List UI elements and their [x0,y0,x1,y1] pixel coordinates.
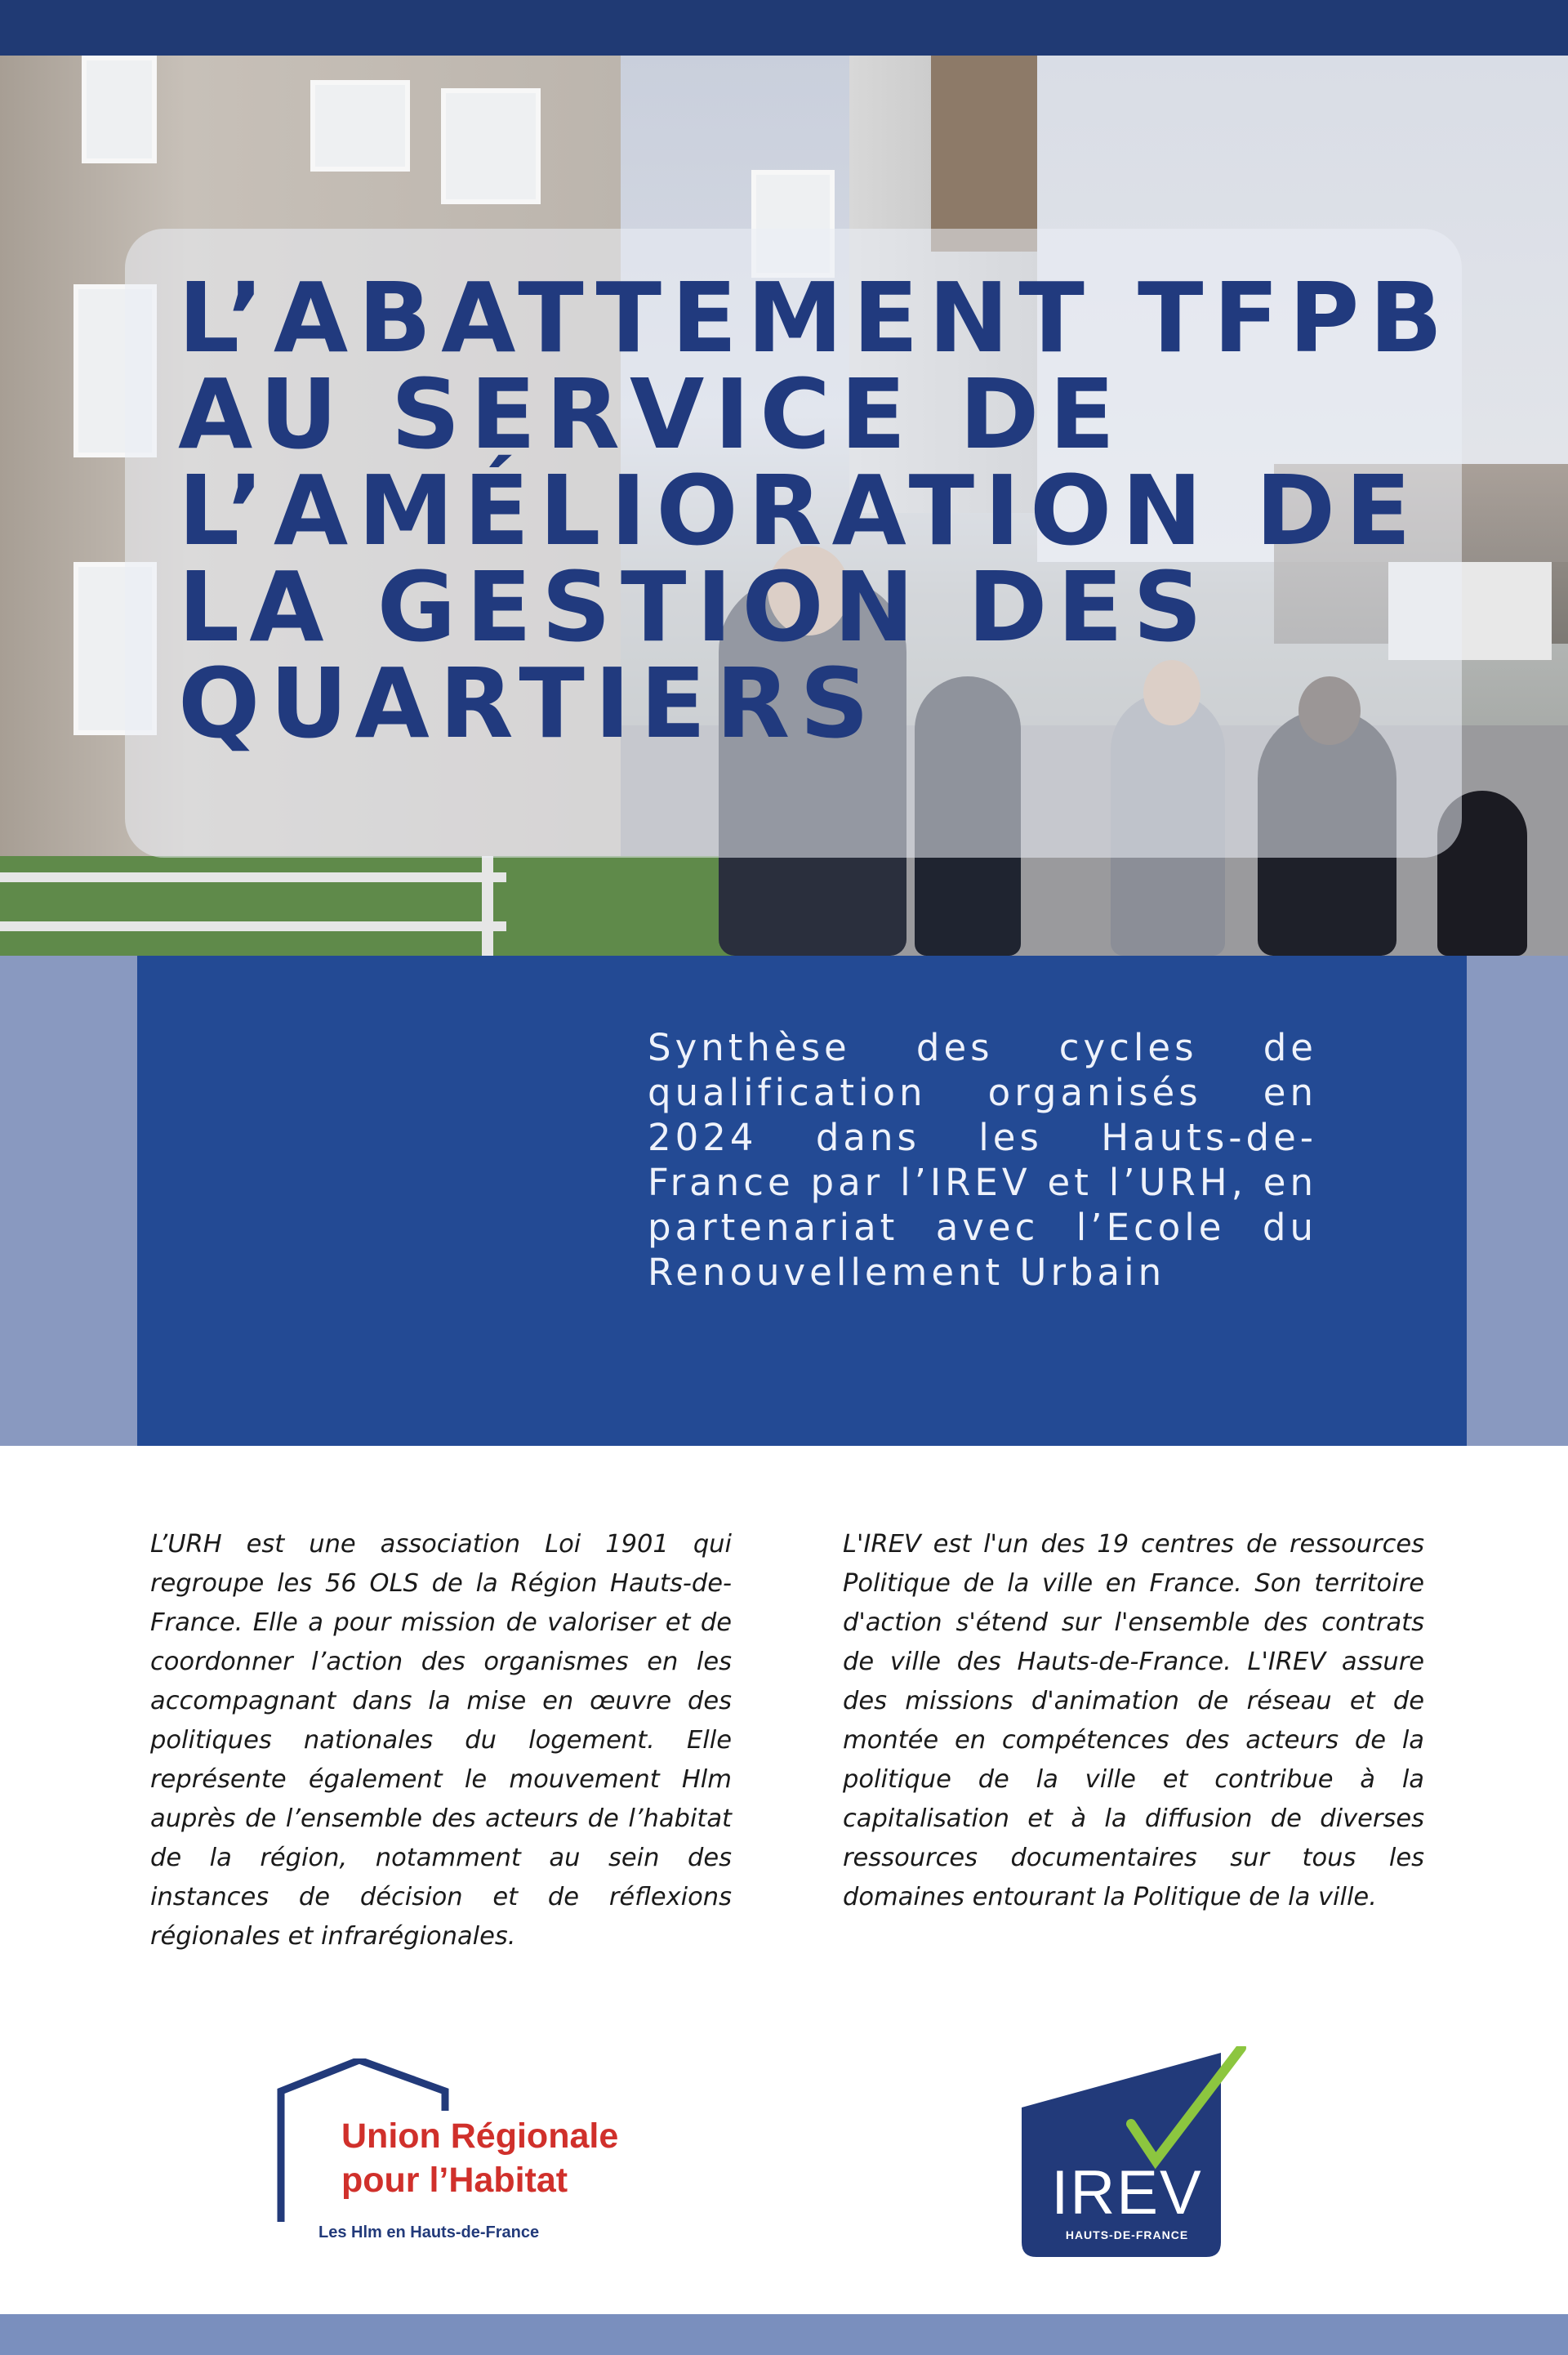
urh-logo-name [341,2114,618,2202]
window [82,56,157,163]
top-color-bar [0,0,1568,56]
urh-logo-line1: Union Régionale [341,2116,619,2156]
summary-text: Synthèse des cycles de qualification organisés en 2024 dans les Hauts-de-France par l’IREV et l’URH, en partenariat avec l’Ecole du Renouvellement Urbain [648,1026,1317,1294]
railing [0,921,506,931]
grass [0,856,735,956]
urh-description: L’URH est une association Loi 1901 qui regroupe les 56 OLS de la Région Hauts-de-France. Elle a pour mission de valoriser et de coordonner l’action des organismes en les accompagnant dans la mise en œuvre des politiques nationales du logement. Elle représente également le mouvement Hlm auprès de l’ensemble des acteurs de l’habitat de la région, notamment au sein des instances de décision et de réflexions régionales et infrarégionales. [150,1530,732,1951]
summary-band-fade [137,956,546,1446]
page-title: L’ABATTEMENT TFPB AU SERVICE DE L’AMÉLIORATION DE LA GESTION DES QUARTIERS [178,261,1453,760]
irev-logo-name: IREV [1051,2158,1203,2228]
window [441,88,541,204]
railing [0,872,506,882]
window [310,80,410,172]
railing-post [482,856,493,956]
background-building-balconies [931,56,1037,252]
urh-logo-tagline: Les Hlm en Hauts-de-France [318,2223,540,2241]
bottom-color-bar [0,2314,1568,2355]
urh-logo-line2: pour l’Habitat [341,2161,568,2200]
irev-logo-tagline: HAUTS-DE-FRANCE [1065,2228,1189,2241]
irev-description: L'IREV est l'un des 19 centres de ressources Politique de la ville en France. Son territoire d'action s'étend sur l'ensemble des contrats de ville des Hauts-de-France. L'IREV assure des missions d'animation de réseau et de montée en compétences des acteurs de la politique de la ville et contribue à la capitalisation et à la diffusion de diverses ressources documentaires sur tous les domaines entourant la Politique de la ville. [843,1530,1424,1911]
